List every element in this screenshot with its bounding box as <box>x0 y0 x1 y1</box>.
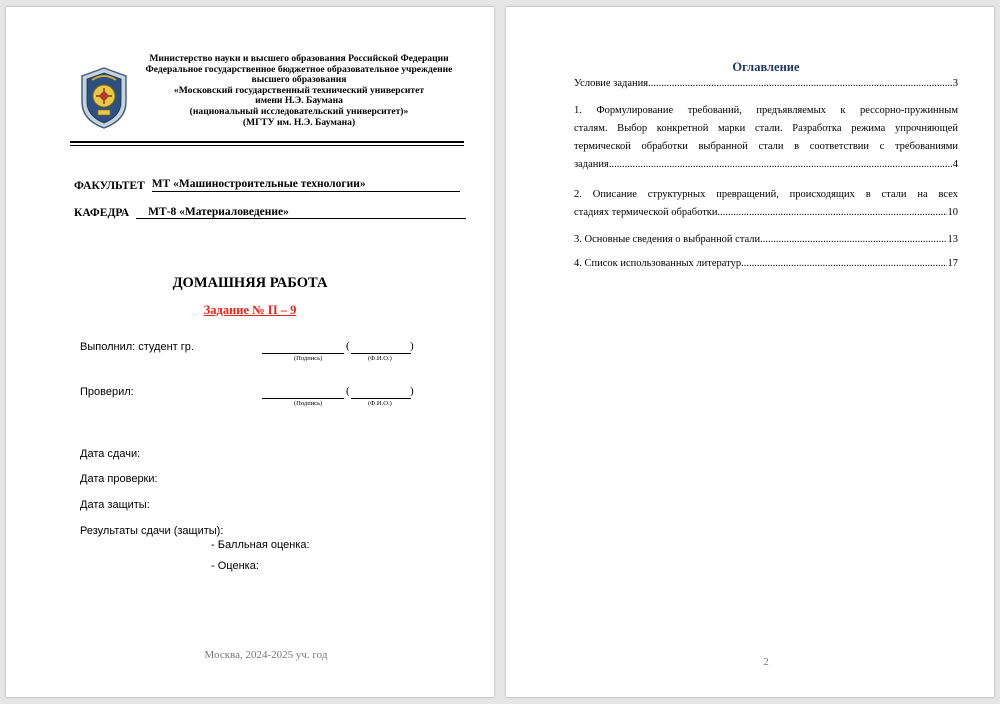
toc-entry-text-part: стадиях термической обработки <box>574 207 718 218</box>
toc-entry-page: 10 <box>947 207 958 218</box>
grade-label: - Оценка: <box>211 560 259 572</box>
header-line: Министерство науки и высшего образования Российской Федерации <box>149 53 449 64</box>
results-label: Результаты сдачи (защиты): <box>80 525 224 537</box>
toc-entry-text-part: сталям. Выбор конкретной марки стали. Разработка режима упрочняющей <box>574 123 958 134</box>
toc-entry-text-part: задания. <box>574 159 612 170</box>
header-rule-thick <box>70 141 464 143</box>
faculty-row <box>74 178 460 192</box>
check-date-label: Дата проверки: <box>80 473 158 485</box>
toc-leader <box>744 255 947 273</box>
bmstu-crest-icon <box>78 66 130 130</box>
toc-entry[interactable] <box>574 102 958 174</box>
assignment-number: Задание № П – 9 <box>203 303 297 317</box>
toc-entry[interactable] <box>574 186 958 222</box>
header-line: «Московский государственный технический университет <box>173 84 425 96</box>
toc-entry[interactable] <box>574 75 958 93</box>
department-value: МТ-8 «Материаловедение» <box>148 206 289 218</box>
toc-entry-page: 4 <box>952 159 958 170</box>
toc-entry[interactable] <box>574 231 958 249</box>
toc-title: Оглавление <box>732 60 800 74</box>
toc-entry-text: 3. Основные сведения о выбранной стали. <box>574 234 763 245</box>
toc-entry-text-part: термической обработки выбранной стали в соответствии с требованиями <box>574 141 958 152</box>
header-line: имени Н.Э. Баумана <box>255 95 343 107</box>
toc-entry-text-part: 2. Описание структурных превращений, происходящих в стали на всех <box>574 189 958 200</box>
department-row <box>74 206 466 219</box>
paren-open: ( <box>346 340 350 352</box>
faculty-field[interactable] <box>152 178 460 192</box>
toc-leader <box>763 231 947 249</box>
toc-entry-text: Условие задания <box>574 78 649 89</box>
performed-signature-line[interactable] <box>262 353 344 354</box>
toc-leader <box>612 156 952 174</box>
faculty-label: ФАКУЛЬТЕТ <box>74 180 145 192</box>
header-line: Федеральное государственное бюджетное образовательное учреждение <box>145 63 453 75</box>
header-rule-thin <box>70 145 464 146</box>
score-label: - Балльная оценка: <box>211 539 310 551</box>
signature-caption: (Подпись) <box>294 355 323 362</box>
university-header <box>134 54 464 128</box>
toc-page <box>506 7 994 697</box>
header-line: высшего образования <box>251 74 347 86</box>
toc-leader <box>648 75 952 93</box>
checked-name-line[interactable] <box>351 398 411 399</box>
department-label: КАФЕДРА <box>74 207 130 219</box>
title-page <box>6 7 494 697</box>
faculty-value: МТ «Машиностроительные технологии» <box>151 178 366 190</box>
submit-date-label: Дата сдачи: <box>80 448 141 460</box>
name-caption: (Ф.И.О.) <box>368 355 392 362</box>
title-page-footer: Москва, 2024-2025 уч. год <box>204 649 328 661</box>
toc-entry-page: 13 <box>947 234 958 245</box>
paren-close: ) <box>410 385 414 397</box>
checked-label: Проверил: <box>80 386 134 398</box>
toc-entry-text-part: 1. Формулирование требований, предъявляемых к рессорно-пружинным <box>574 105 958 116</box>
paren-close: ) <box>410 340 414 352</box>
header-line: (национальный исследовательский университет)» <box>189 105 409 117</box>
name-caption: (Ф.И.О.) <box>368 400 392 407</box>
toc-entry[interactable] <box>574 255 958 273</box>
defense-date-label: Дата защиты: <box>80 499 150 511</box>
work-title: ДОМАШНЯЯ РАБОТА <box>172 275 328 291</box>
performed-label: Выполнил: студент гр. <box>80 341 194 353</box>
signature-caption: (Подпись) <box>294 400 323 407</box>
paren-open: ( <box>346 385 350 397</box>
page-number: 2 <box>763 656 769 668</box>
header-line: (МГТУ им. Н.Э. Баумана) <box>242 116 356 128</box>
department-field[interactable] <box>136 206 466 219</box>
toc-leader <box>718 204 947 222</box>
toc-entry-page: 17 <box>947 258 958 269</box>
toc-entry-text: 4. Список использованных литератур. <box>574 258 744 269</box>
checked-signature-line[interactable] <box>262 398 344 399</box>
performed-name-line[interactable] <box>351 353 411 354</box>
toc-entry-page: 3 <box>952 78 958 89</box>
